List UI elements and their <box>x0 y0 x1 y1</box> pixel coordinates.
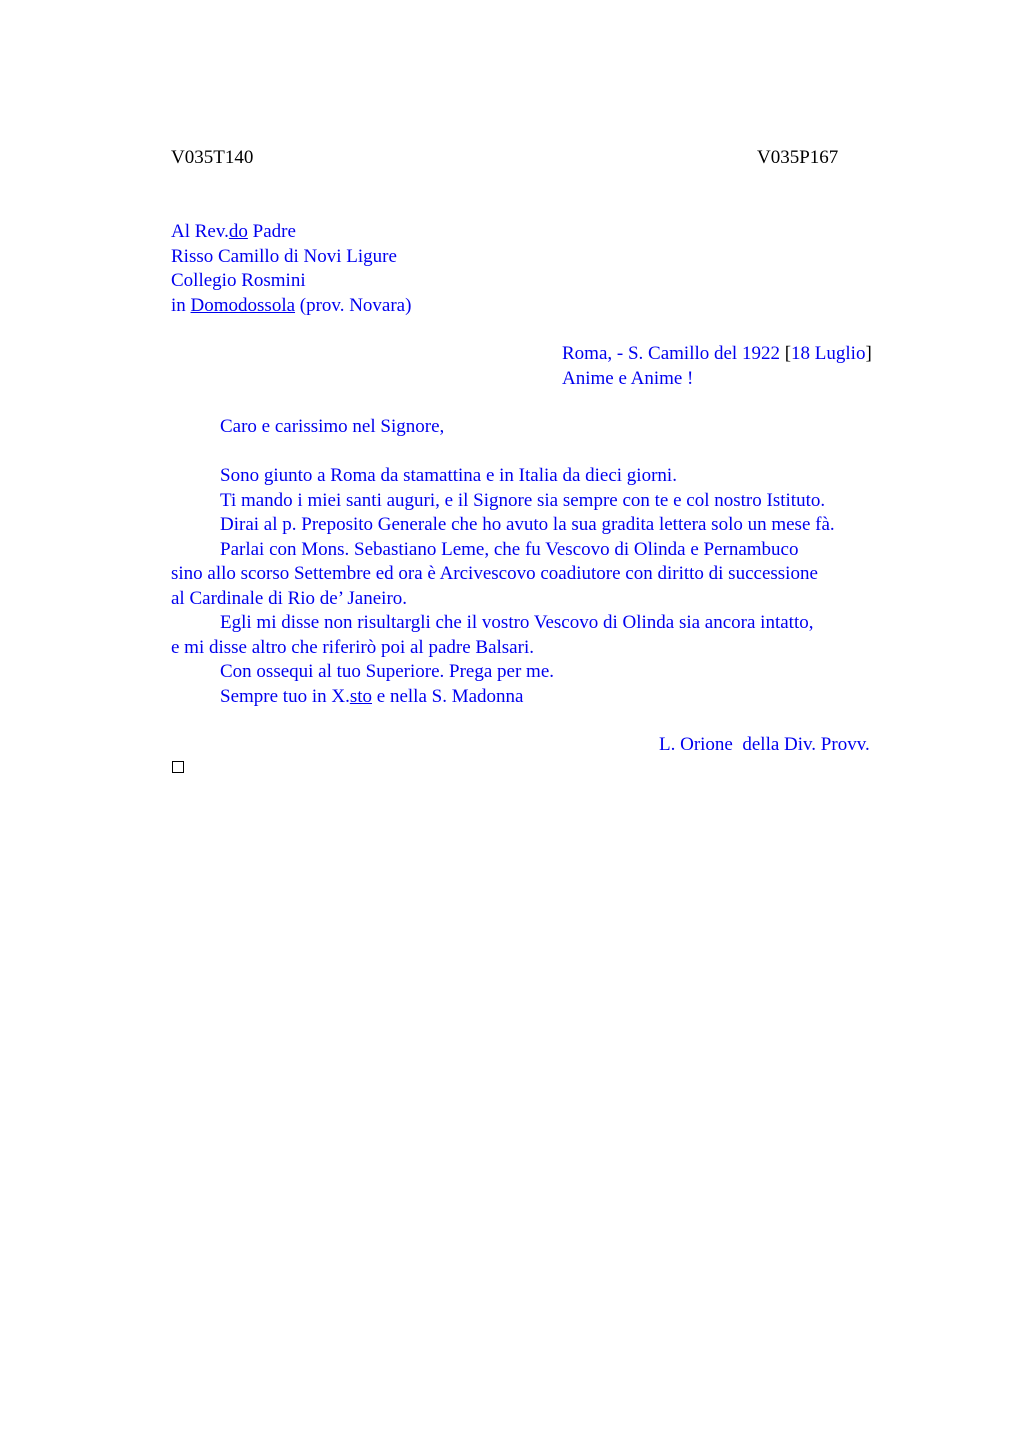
paragraph-6: Con ossequi al tuo Superiore. Prega per me. <box>220 661 555 682</box>
paragraph-4-line-3: al Cardinale di Rio de’ Janeiro. <box>171 587 408 609</box>
address-line-2: Risso Camillo di Novi Ligure <box>171 245 397 267</box>
address-line-1: Al Rev.do Padre <box>171 221 296 242</box>
address-block <box>171 220 911 318</box>
dateline-place-date: Roma, - S. Camillo del 1922 [18 Luglio] <box>562 343 872 364</box>
end-marker-box <box>172 761 184 773</box>
paragraph-5-line-1: Egli mi disse non risultargli che il vostro Vescovo di Olinda sia ancora intatto, <box>220 612 814 633</box>
document-code-left: V035T140 <box>171 147 254 168</box>
paragraph-4-line-2: sino allo scorso Settembre ed ora è Arcivescovo coadiutore con diritto di successione <box>171 563 818 584</box>
paragraph-5-line-2: e mi disse altro che riferirò poi al padre Balsari. <box>171 636 534 658</box>
salutation: Caro e carissimo nel Signore, <box>220 416 445 437</box>
signature: L. Orione della Div. Provv. <box>659 734 870 755</box>
dateline <box>562 342 872 391</box>
closing-line: Sempre tuo in X.sto e nella S. Madonna <box>220 685 524 707</box>
paragraph-3: Dirai al p. Preposito Generale che ho avuto la sua gradita lettera solo un mese fà. <box>220 514 835 535</box>
address-line-4: in Domodossola (prov. Novara) <box>171 294 412 316</box>
paragraph-1: Sono giunto a Roma da stamattina e in Italia da dieci giorni. <box>220 465 677 486</box>
document-code-right: V035P167 <box>757 147 839 168</box>
address-line-3: Collegio Rosmini <box>171 270 306 291</box>
paragraph-4-line-1: Parlai con Mons. Sebastiano Leme, che fu Vescovo di Olinda e Pernambuco <box>220 538 799 560</box>
paragraph-2: Ti mando i miei santi auguri, e il Signore sia sempre con te e col nostro Istituto. <box>220 489 826 511</box>
dateline-motto: Anime e Anime ! <box>562 367 694 389</box>
letter-body <box>171 464 911 709</box>
